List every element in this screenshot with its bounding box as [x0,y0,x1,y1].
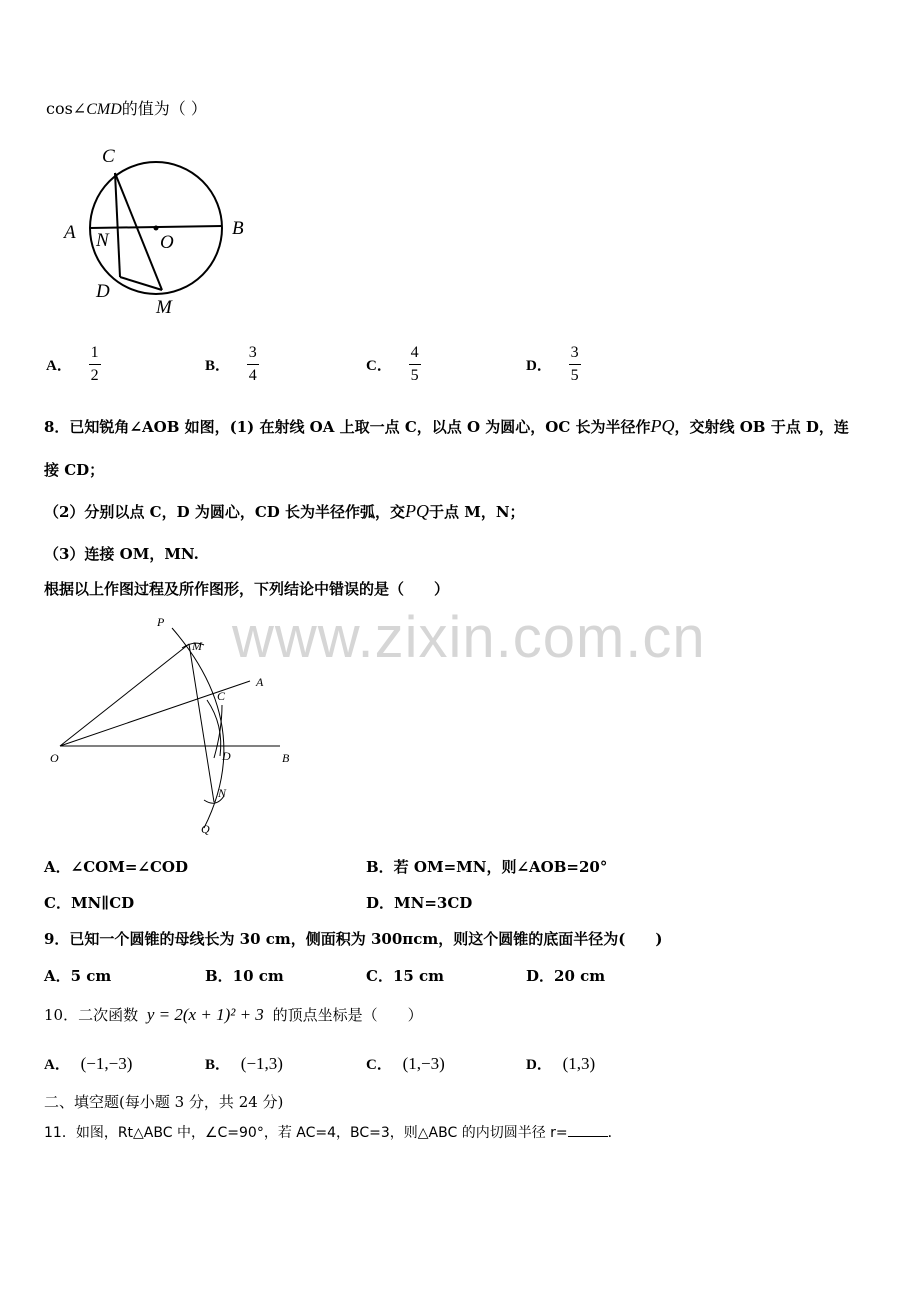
q8-label-q: Q [201,822,210,836]
q7-option-c-letter: C． [366,358,392,374]
q10-option-a-letter: A． [44,1057,70,1073]
q11-answer-blank[interactable] [568,1136,608,1137]
q7-option-d-num: 3 [570,344,579,361]
q8-label-a: A [256,675,264,689]
q7-circle-figure [58,140,258,320]
q8-label-d: D [222,749,231,763]
q7-label-a: A [64,222,76,243]
q8-option-b: B．若 OM=MN，则∠AOB=20° [366,858,608,876]
q8-arc-from-c [207,700,221,756]
q7-label-o: O [160,232,174,253]
q8-arc-label-2: PQ [405,501,429,521]
q7-option-b-fraction [247,344,259,385]
q8-option-d: D．MN=3CD [366,894,473,912]
q8-line3-a: （2）分别以点 C，D 为圆心，CD 长为半径作弧，交 [44,503,405,521]
q7-option-d [526,344,581,385]
q8-option-c: C．MN∥CD [44,894,135,912]
q7-option-d-letter: D． [526,358,552,374]
q7-label-m: M [156,297,172,318]
q7-option-c-den: 5 [410,367,419,384]
q10-formula: y = 2(x + 1)² + 3 [146,1005,264,1024]
q10-option-b [205,1053,283,1074]
q7-option-c-num: 4 [410,344,419,361]
q7-label-b: B [232,218,244,239]
q7-label-d: D [96,281,110,302]
q7-option-b-num: 3 [248,344,257,361]
q7-label-n: N [96,230,109,251]
q9-option-d: D．20 cm [526,967,606,985]
q8-label-c: C [217,689,226,703]
q8-label-o: O [50,751,59,765]
q7-center-dot [154,226,159,231]
q7-option-b [205,344,259,385]
q7-option-d-fraction [569,344,581,385]
q9-stem: 9．已知一个圆锥的母线长为 30 cm，侧面积为 300πcm，则这个圆锥的底面半径为( ) [44,930,663,948]
q11-stem-text: 11．如图，Rt△ABC 中，∠C=90°，若 AC=4，BC=3，则△ABC 的内切圆半径 r= [44,1125,568,1141]
q10-option-b-letter: B． [205,1057,231,1073]
q7-option-c-fraction [409,344,421,385]
q8-segment-mn [189,644,214,802]
q9-option-b: B．10 cm [205,967,284,985]
q8-option-a: A．∠COM=∠COD [44,858,188,876]
q7-option-a-num: 1 [90,344,99,361]
q10-option-c-value: (1,−3) [402,1054,445,1073]
q8-arc-label-1: PQ [650,416,675,436]
q7-option-a-letter: A． [46,358,72,374]
q8-line5: 根据以上作图过程及所作图形，下列结论中错误的是（ ） [44,580,450,598]
q11-stem-tail: ． [607,1125,622,1141]
q8-line1-a: 8．已知锐角∠AOB 如图，(1) 在射线 OA 上取一点 C，以点 O 为圆心，OC 长为半径作 [44,418,651,436]
q7-option-a-den: 2 [90,367,99,384]
section2-heading: 二、填空题(每小题 3 分，共 24 分) [44,1093,284,1111]
q8-line4: （3）连接 OM，MN. [44,545,199,563]
q10-option-a [44,1053,132,1074]
q8-arc-pq [172,628,224,828]
q7-option-a-fraction [89,344,101,385]
q7-option-b-letter: B． [205,358,231,374]
q10-option-d-letter: D． [526,1057,552,1073]
q8-construction-figure [44,610,304,840]
q10-stem-suffix: 的顶点坐标是（ ） [272,1006,423,1024]
q8-label-b: B [282,751,290,765]
watermark: www.zixin.com.cn [232,605,706,670]
q10-option-c [366,1053,445,1074]
q9-option-c: C．15 cm [366,967,445,985]
q8-line1 [44,416,849,437]
q7-chord-cm [115,173,162,290]
q8-label-m: M [192,639,202,653]
q7-stem-var: CMD [86,101,122,118]
q7-stem [46,96,207,119]
q7-stem-suffix: 的值为（ ） [121,99,207,118]
q7-option-d-den: 5 [570,367,579,384]
q7-option-c [366,344,421,385]
q8-line1-b: ，交射线 OB 于点 D，连 [674,418,849,436]
q8-segment-om [60,644,189,746]
q8-label-n: N [218,786,227,800]
q10-stem [44,1004,423,1025]
q10-option-c-letter: C． [366,1057,392,1073]
q10-stem-prefix: 10．二次函数 [44,1006,139,1024]
q7-stem-prefix: cos∠ [46,99,87,118]
q7-label-c: C [102,146,115,167]
q7-chord-cd [115,173,120,277]
q11-stem [44,1122,622,1142]
q7-option-b-den: 4 [248,367,257,384]
q8-line2: 接 CD； [44,461,105,479]
q10-option-a-value: (−1,−3) [80,1054,133,1073]
q10-option-b-value: (−1,3) [240,1054,283,1073]
q8-label-p: P [157,615,165,629]
q7-option-a [46,344,101,385]
q8-line3 [44,501,525,522]
q8-line3-b: 于点 M，N； [429,503,525,521]
q10-option-d [526,1053,595,1074]
q10-option-d-value: (1,3) [562,1054,596,1073]
q9-option-a: A．5 cm [44,967,112,985]
